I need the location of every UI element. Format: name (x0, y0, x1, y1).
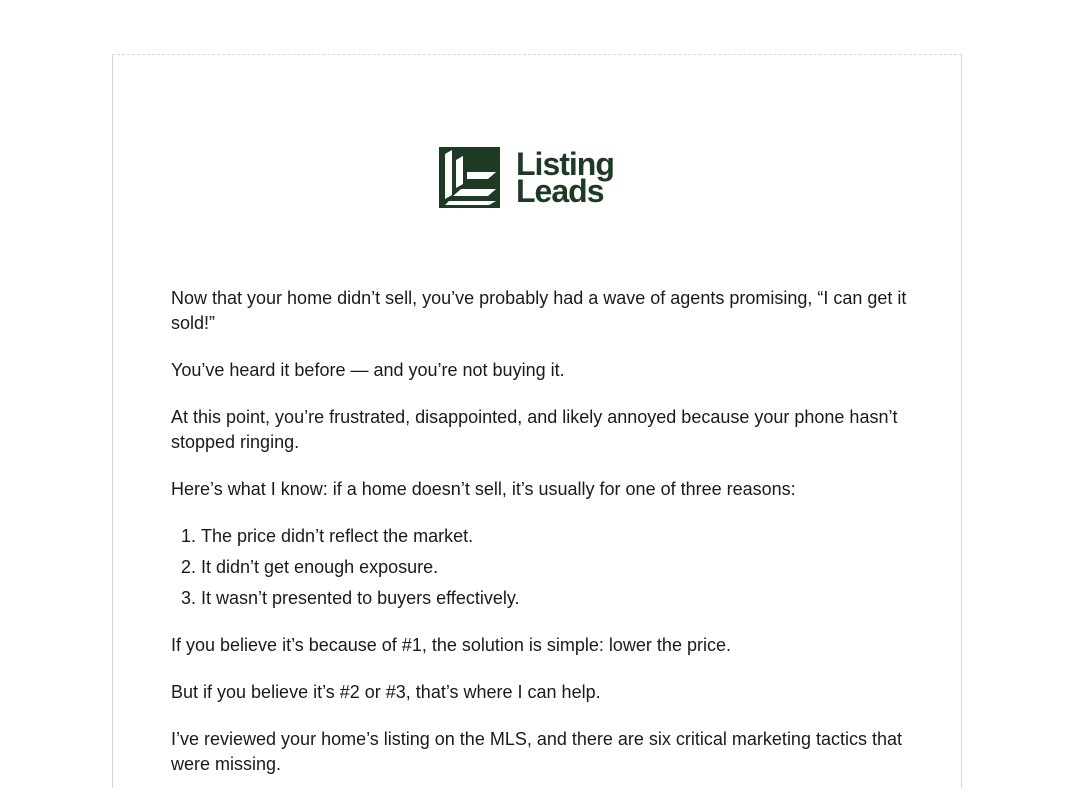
letter-body (171, 286, 911, 788)
logo-line-1: Listing (516, 145, 614, 182)
paragraph-7: I’ve reviewed your home’s listing on the MLS, and there are six critical marketing tactics that were missing. (171, 729, 902, 774)
paragraph-3: At this point, you’re frustrated, disappointed, and likely annoyed because your phone hasn’t stopped ringing. (171, 407, 898, 452)
document-page (112, 54, 962, 788)
logo-line-2: Leads (516, 172, 604, 209)
reasons-list (171, 524, 911, 611)
paragraph-1: Now that your home didn’t sell, you’ve probably had a wave of agents promising, “I can get it sold!” (171, 288, 907, 333)
listing-leads-logo-icon (439, 147, 500, 208)
logo (439, 147, 614, 208)
paragraph-2: You’ve heard it before — and you’re not buying it. (171, 360, 565, 380)
list-item: 1. The price didn’t reflect the market. (201, 524, 911, 549)
paragraph-4: Here’s what I know: if a home doesn’t sell, it’s usually for one of three reasons: (171, 479, 796, 499)
list-item: 3. It wasn’t presented to buyers effectively. (201, 586, 911, 611)
paragraph-6: But if you believe it’s #2 or #3, that’s where I can help. (171, 682, 601, 702)
list-item: 2. It didn’t get enough exposure. (201, 555, 911, 580)
paragraph-5: If you believe it’s because of #1, the solution is simple: lower the price. (171, 635, 731, 655)
logo-wordmark (516, 145, 614, 209)
